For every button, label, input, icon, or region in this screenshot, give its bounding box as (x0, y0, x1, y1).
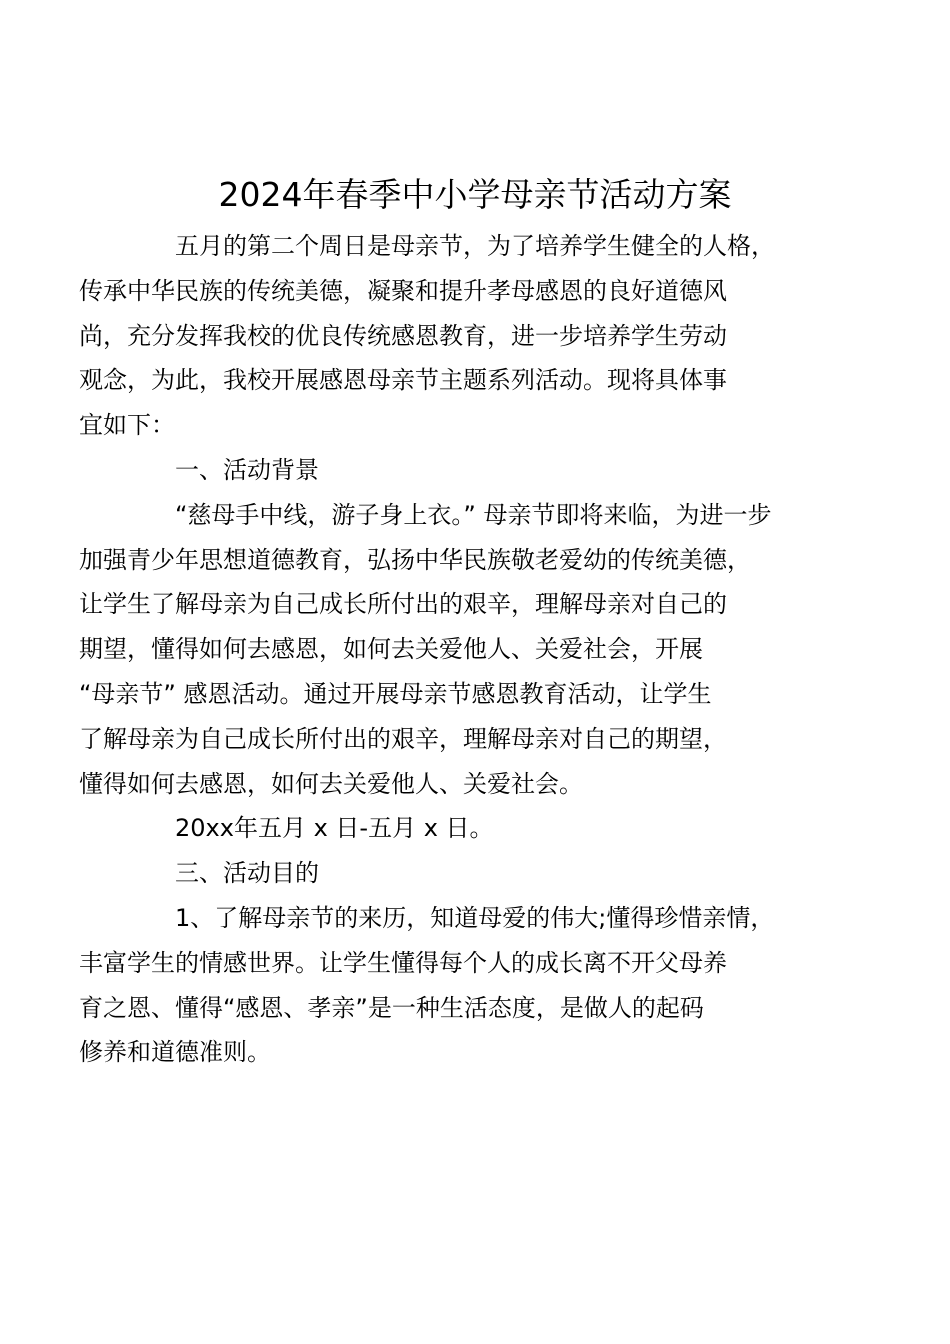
text-line: 五月的第二个周日是母亲节，为了培养学生健全的人格， (175, 232, 775, 260)
text-line: 加强青少年思想道德教育，弘扬中华民族敬老爱幼的传统美德， (79, 545, 751, 574)
heading-line: 一、活动背景 (175, 455, 319, 484)
text-line: “母亲节” 感恩活动。通过开展母亲节感恩教育活动，让学生 (79, 679, 712, 708)
section-heading-background (127, 448, 857, 493)
paragraph-purpose (79, 896, 857, 1075)
paragraph-background (79, 493, 857, 807)
text-line: 修养和道德准则。 (79, 1038, 271, 1067)
paragraph-intro (79, 224, 857, 448)
text-line: 1、了解母亲节的来历，知道母爱的伟大;懂得珍惜亲情， (175, 903, 775, 932)
text-line: 观念，为此，我校开展感恩母亲节主题系列活动。现将具体事 (79, 366, 727, 395)
text-line: 20xx年五月 x 日-五月 x 日。 (175, 814, 494, 843)
text-line: 丰富学生的情感世界。让学生懂得每个人的成长离不开父母养 (79, 948, 727, 977)
text-line: 懂得如何去感恩，如何去关爱他人、关爱社会。 (79, 769, 583, 798)
text-line: 传承中华民族的传统美德，凝聚和提升孝母感恩的良好道德风 (79, 276, 727, 305)
document-title: 2024年春季中小学母亲节活动方案 (218, 175, 732, 214)
heading-line: 三、活动目的 (175, 859, 319, 888)
section-heading-purpose (127, 851, 857, 896)
text-line: 期望，懂得如何去感恩，如何去关爱他人、关爱社会，开展 (79, 635, 703, 664)
text-line: “慈母手中线，游子身上衣。” 母亲节即将来临，为进一步 (175, 500, 772, 529)
text-line: 尚，充分发挥我校的优良传统感恩教育，进一步培养学生劳动 (79, 321, 727, 350)
text-line: 让学生了解母亲为自己成长所付出的艰辛，理解母亲对自己的 (79, 590, 727, 619)
paragraph-date (127, 806, 857, 851)
text-line: 宜如下： (79, 411, 175, 440)
document-body (79, 224, 857, 1075)
text-line: 育之恩、懂得“感恩、孝亲”是一种生活态度，是做人的起码 (79, 993, 704, 1022)
text-line: 了解母亲为自己成长所付出的艰辛，理解母亲对自己的期望， (79, 724, 727, 753)
